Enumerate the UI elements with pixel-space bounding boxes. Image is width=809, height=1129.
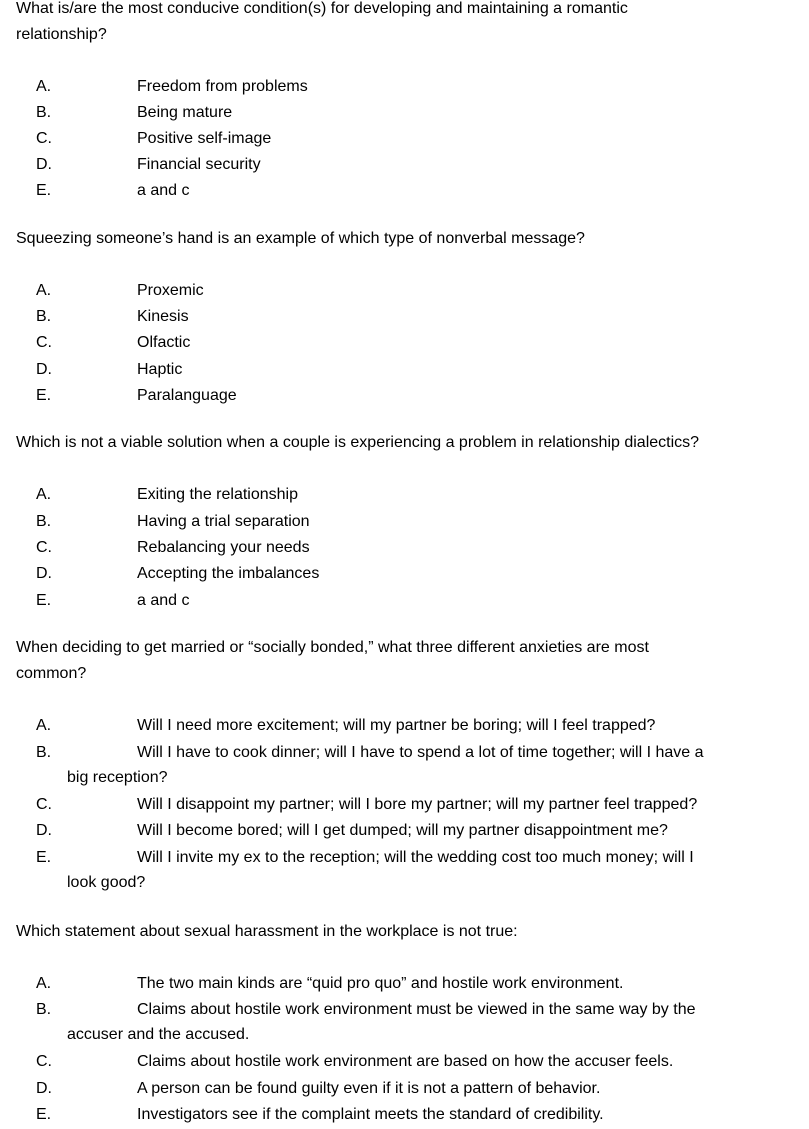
option-letter: D. [36,565,52,582]
q5-option-a [36,971,720,996]
q4-option-a [36,713,720,738]
option-text: Paralanguage [137,387,237,404]
option-letter: C. [36,334,52,351]
option-text: Being mature [137,104,233,121]
option-text: Financial security [137,156,261,173]
option-text: Will I have to cook dinner; will I have to spend a lot of time together; will I have a [137,744,704,761]
q2-option-e [36,383,720,408]
q3-option-d [36,561,720,586]
option-text: A person can be found guilty even if it is not a pattern of behavior. [137,1080,601,1097]
option-letter: D. [36,1080,52,1097]
option-text: Haptic [137,361,183,378]
q1-option-a [36,74,720,99]
q2-option-b [36,304,720,329]
option-text: Claims about hostile work environment are based on how the accuser feels. [137,1053,674,1070]
option-text: Rebalancing your needs [137,539,310,556]
q3-option-c [36,535,720,560]
option-text: Freedom from problems [137,78,308,95]
q2-option-d [36,357,720,382]
option-text: Claims about hostile work environment must be viewed in the same way by the [137,1001,696,1018]
option-letter: A. [36,975,52,992]
option-letter: B. [36,104,52,121]
q1-option-e [36,178,720,203]
option-text: Having a trial separation [137,513,310,530]
q2-option-a [36,278,720,303]
option-letter: D. [36,156,52,173]
q3-option-a [36,482,720,507]
option-text-continued: accuser and the accused. [67,1026,250,1043]
q1-option-c [36,126,720,151]
option-text: Will I need more excitement; will my partner be boring; will I feel trapped? [137,717,656,734]
option-text: Positive self-image [137,130,272,147]
option-letter: E. [36,592,52,609]
option-text: Proxemic [137,282,204,299]
option-letter: E. [36,182,52,199]
q3-option-e [36,588,720,613]
q4-option-c [36,792,720,817]
q4-option-b [36,740,720,790]
option-text: a and c [137,182,190,199]
option-letter: E. [36,1106,52,1123]
option-text: a and c [137,592,190,609]
option-text: Investigators see if the complaint meets the standard of credibility. [137,1106,604,1123]
option-text-continued: big reception? [67,769,168,786]
question-4-text: When deciding to get married or “socially bonded,” what three different anxieties are most common? [16,639,649,682]
option-letter: B. [36,308,52,325]
q1-option-d [36,152,720,177]
option-letter: C. [36,1053,52,1070]
q4-option-d [36,818,720,843]
option-text: Olfactic [137,334,191,351]
option-letter: C. [36,539,52,556]
q5-option-b [36,997,720,1047]
option-text: Will I become bored; will I get dumped; will my partner disappointment me? [137,822,668,839]
option-text: Kinesis [137,308,189,325]
option-letter: B. [36,513,52,530]
option-text-continued: look good? [67,874,146,891]
option-letter: A. [36,486,52,503]
q5-option-c [36,1049,720,1074]
question-5-text: Which statement about sexual harassment in the workplace is not true: [16,923,518,940]
q5-option-e [36,1102,720,1127]
q3-option-b [36,509,720,534]
option-letter: D. [36,361,52,378]
option-text: Exiting the relationship [137,486,298,503]
question-1-text: What is/are the most conducive condition(s) for developing and maintaining a romantic relationship? [16,0,628,43]
option-letter: A. [36,717,52,734]
question-3-text: Which is not a viable solution when a couple is experiencing a problem in relationship dialectics? [16,434,700,451]
option-letter: A. [36,282,52,299]
option-text: The two main kinds are “quid pro quo” and hostile work environment. [137,975,624,992]
question-2-text: Squeezing someone’s hand is an example of which type of nonverbal message? [16,230,585,247]
option-text: Accepting the imbalances [137,565,320,582]
option-letter: E. [36,387,52,404]
option-letter: D. [36,822,52,839]
q4-option-e [36,845,720,895]
q2-option-c [36,330,720,355]
option-letter: E. [36,849,52,866]
option-letter: C. [36,130,52,147]
option-text: Will I invite my ex to the reception; will the wedding cost too much money; will I [137,849,694,866]
option-letter: B. [36,744,52,761]
option-letter: C. [36,796,52,813]
q5-option-d [36,1076,720,1101]
option-text: Will I disappoint my partner; will I bore my partner; will my partner feel trapped? [137,796,698,813]
option-letter: B. [36,1001,52,1018]
option-letter: A. [36,78,52,95]
q1-option-b [36,100,720,125]
